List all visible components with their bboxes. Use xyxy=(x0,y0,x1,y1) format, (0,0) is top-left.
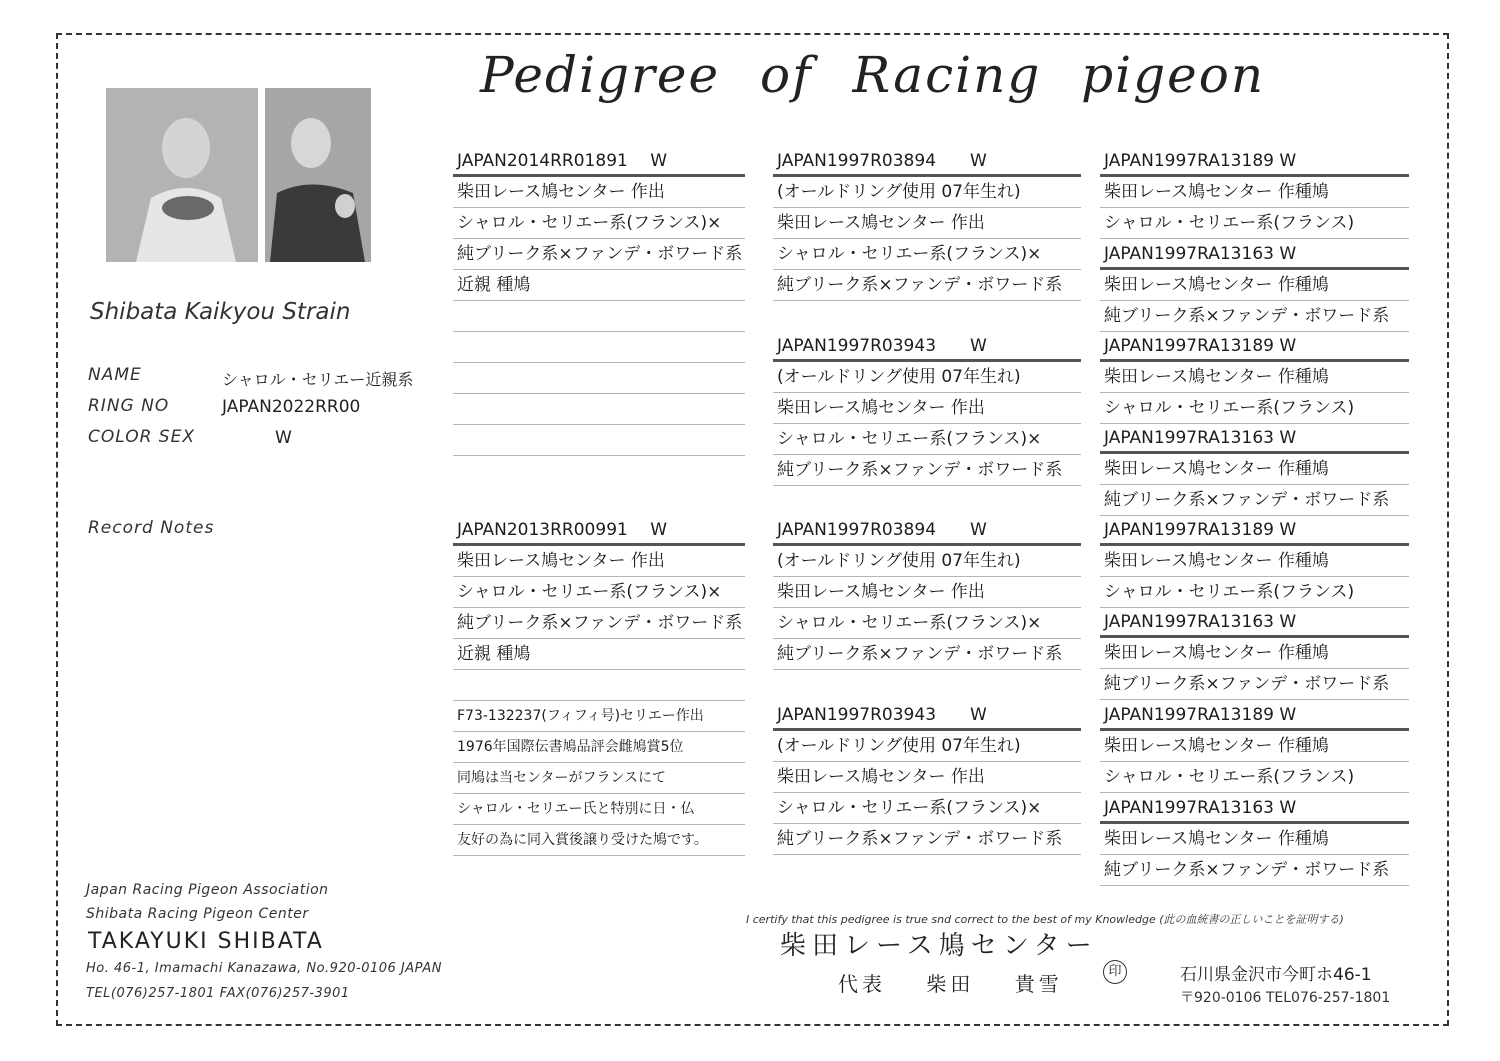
great-grandparent-block-4 xyxy=(1100,423,1409,516)
strain-name: Shibata Kaikyou Strain xyxy=(90,299,351,325)
dam-note-row: 同鳩は当センターがフランスにて xyxy=(453,763,745,794)
breeder-photo-left xyxy=(106,88,258,262)
grandparent-row: 柴田レース鳩センター 作出 xyxy=(773,577,1081,608)
great-grandparent-ring: JAPAN1997RA13163 W xyxy=(1100,239,1409,270)
great-grandparent-ring: JAPAN1997RA13189 W xyxy=(1100,331,1409,362)
center-stamp-name: 柴田レース鳩センター xyxy=(780,931,1098,961)
grandparent-row: 純ブリーク系×ファンデ・ボワード系 xyxy=(773,270,1081,301)
dam-note-row: シャロル・セリエー氏と特別に日・仏 xyxy=(453,794,745,825)
great-grandparent-row: 柴田レース鳩センター 作種鳩 xyxy=(1100,177,1409,208)
grandparent-row: (オールドリング使用 07年生れ) xyxy=(773,362,1081,393)
sire-block xyxy=(453,146,745,456)
great-grandparent-row: 純ブリーク系×ファンデ・ボワード系 xyxy=(1100,485,1409,516)
great-grandparent-block-8 xyxy=(1100,793,1409,886)
sire-row xyxy=(453,301,745,332)
grandparent-row: 純ブリーク系×ファンデ・ボワード系 xyxy=(773,455,1081,486)
grandparent-ring: JAPAN1997R03894 W xyxy=(773,146,1081,177)
ring-value: JAPAN2022RR00 xyxy=(222,397,361,417)
great-grandparent-row: 柴田レース鳩センター 作種鳩 xyxy=(1100,638,1409,669)
great-grandparent-row: シャロル・セリエー系(フランス) xyxy=(1100,577,1409,608)
dam-block xyxy=(453,515,745,856)
grandparent-row: 純ブリーク系×ファンデ・ボワード系 xyxy=(773,639,1081,670)
sire-row: シャロル・セリエー系(フランス)× xyxy=(453,208,745,239)
grandparent-row: シャロル・セリエー系(フランス)× xyxy=(773,424,1081,455)
dam-note-row: F73-132237(フィフィ号)セリエー作出 xyxy=(453,701,745,732)
great-grandparent-row: シャロル・セリエー系(フランス) xyxy=(1100,208,1409,239)
great-grandparent-block-2 xyxy=(1100,239,1409,332)
grandparent-block-1 xyxy=(773,146,1081,301)
grandparent-row: (オールドリング使用 07年生れ) xyxy=(773,731,1081,762)
record-notes-label: Record Notes xyxy=(88,518,215,538)
seal-mark: 印 xyxy=(1103,960,1127,984)
page-title: Pedigree of Racing pigeon xyxy=(480,46,1266,104)
great-grandparent-block-1 xyxy=(1100,146,1409,239)
breeder-photo-right xyxy=(265,88,371,262)
phone-fax: TEL(076)257-1801 FAX(076)257-3901 xyxy=(86,986,350,1001)
sire-row: 柴田レース鳩センター 作出 xyxy=(453,177,745,208)
great-grandparent-block-7 xyxy=(1100,700,1409,793)
great-grandparent-block-5 xyxy=(1100,515,1409,608)
ring-label: RING NO xyxy=(88,396,170,416)
color-sex-label: COLOR SEX xyxy=(88,427,195,447)
name-label: NAME xyxy=(88,365,142,385)
great-grandparent-row: 純ブリーク系×ファンデ・ボワード系 xyxy=(1100,669,1409,700)
great-grandparent-row: 柴田レース鳩センター 作種鳩 xyxy=(1100,454,1409,485)
great-grandparent-row: 柴田レース鳩センター 作種鳩 xyxy=(1100,731,1409,762)
dam-note-row: 1976年国際伝書鳩品評会雌鳩賞5位 xyxy=(453,732,745,763)
grandparent-row: (オールドリング使用 07年生れ) xyxy=(773,546,1081,577)
grandparent-row: 純ブリーク系×ファンデ・ボワード系 xyxy=(773,824,1081,855)
grandparent-row: シャロル・セリエー系(フランス)× xyxy=(773,793,1081,824)
postal-phone: 〒920-0106 TEL076-257-1801 xyxy=(1180,990,1391,1006)
certification-text: I certify that this pedigree is true snd correct to the best of my Knowledge (此の血統書の正しいことを証明する) xyxy=(746,913,1344,926)
grandparent-ring: JAPAN1997R03943 W xyxy=(773,331,1081,362)
grandparent-row: シャロル・セリエー系(フランス)× xyxy=(773,239,1081,270)
grandparent-row: (オールドリング使用 07年生れ) xyxy=(773,177,1081,208)
sire-row: 純ブリーク系×ファンデ・ボワード系 xyxy=(453,239,745,270)
great-grandparent-row: 純ブリーク系×ファンデ・ボワード系 xyxy=(1100,301,1409,332)
grandparent-block-4 xyxy=(773,700,1081,855)
great-grandparent-ring: JAPAN1997RA13163 W xyxy=(1100,607,1409,638)
sire-ring: JAPAN2014RR01891 W xyxy=(453,146,745,177)
center-name: Shibata Racing Pigeon Center xyxy=(86,906,309,922)
grandparent-block-3 xyxy=(773,515,1081,670)
grandparent-ring: JAPAN1997R03943 W xyxy=(773,700,1081,731)
great-grandparent-ring: JAPAN1997RA13189 W xyxy=(1100,700,1409,731)
great-grandparent-block-6 xyxy=(1100,607,1409,700)
dam-ring: JAPAN2013RR00991 W xyxy=(453,515,745,546)
color-sex-value: W xyxy=(275,428,292,448)
great-grandparent-row: シャロル・セリエー系(フランス) xyxy=(1100,762,1409,793)
owner-name: TAKAYUKI SHIBATA xyxy=(88,929,324,954)
grandparent-block-2 xyxy=(773,331,1081,486)
english-address: Ho. 46-1, Imamachi Kanazawa, No.920-0106 JAPAN xyxy=(86,961,442,976)
grandparent-row: シャロル・セリエー系(フランス)× xyxy=(773,608,1081,639)
grandparent-row: 柴田レース鳩センター 作出 xyxy=(773,762,1081,793)
dam-row: 柴田レース鳩センター 作出 xyxy=(453,546,745,577)
great-grandparent-row: 柴田レース鳩センター 作種鳩 xyxy=(1100,270,1409,301)
dam-note-row: 友好の為に同入賞後譲り受けた鳩です。 xyxy=(453,825,745,856)
great-grandparent-ring: JAPAN1997RA13189 W xyxy=(1100,146,1409,177)
representative-name: 代表 柴田 貴雪 xyxy=(838,972,1063,996)
name-value: シャロル・セリエー近親系 xyxy=(222,370,414,389)
sire-row: 近親 種鳩 xyxy=(453,270,745,301)
sire-row xyxy=(453,363,745,394)
great-grandparent-row: 柴田レース鳩センター 作種鳩 xyxy=(1100,546,1409,577)
sire-row xyxy=(453,332,745,363)
sire-row xyxy=(453,425,745,456)
great-grandparent-row: 柴田レース鳩センター 作種鳩 xyxy=(1100,362,1409,393)
dam-row xyxy=(453,670,745,701)
great-grandparent-row: 柴田レース鳩センター 作種鳩 xyxy=(1100,824,1409,855)
great-grandparent-row: 純ブリーク系×ファンデ・ボワード系 xyxy=(1100,855,1409,886)
dam-row: 純ブリーク系×ファンデ・ボワード系 xyxy=(453,608,745,639)
grandparent-row: 柴田レース鳩センター 作出 xyxy=(773,208,1081,239)
great-grandparent-block-3 xyxy=(1100,331,1409,424)
great-grandparent-ring: JAPAN1997RA13189 W xyxy=(1100,515,1409,546)
grandparent-ring: JAPAN1997R03894 W xyxy=(773,515,1081,546)
dam-row: 近親 種鳩 xyxy=(453,639,745,670)
sire-row xyxy=(453,394,745,425)
great-grandparent-row: シャロル・セリエー系(フランス) xyxy=(1100,393,1409,424)
grandparent-row: 柴田レース鳩センター 作出 xyxy=(773,393,1081,424)
great-grandparent-ring: JAPAN1997RA13163 W xyxy=(1100,793,1409,824)
dam-row: シャロル・セリエー系(フランス)× xyxy=(453,577,745,608)
great-grandparent-ring: JAPAN1997RA13163 W xyxy=(1100,423,1409,454)
japanese-address: 石川県金沢市今町ホ46-1 xyxy=(1180,965,1372,985)
association-name: Japan Racing Pigeon Association xyxy=(86,882,329,898)
